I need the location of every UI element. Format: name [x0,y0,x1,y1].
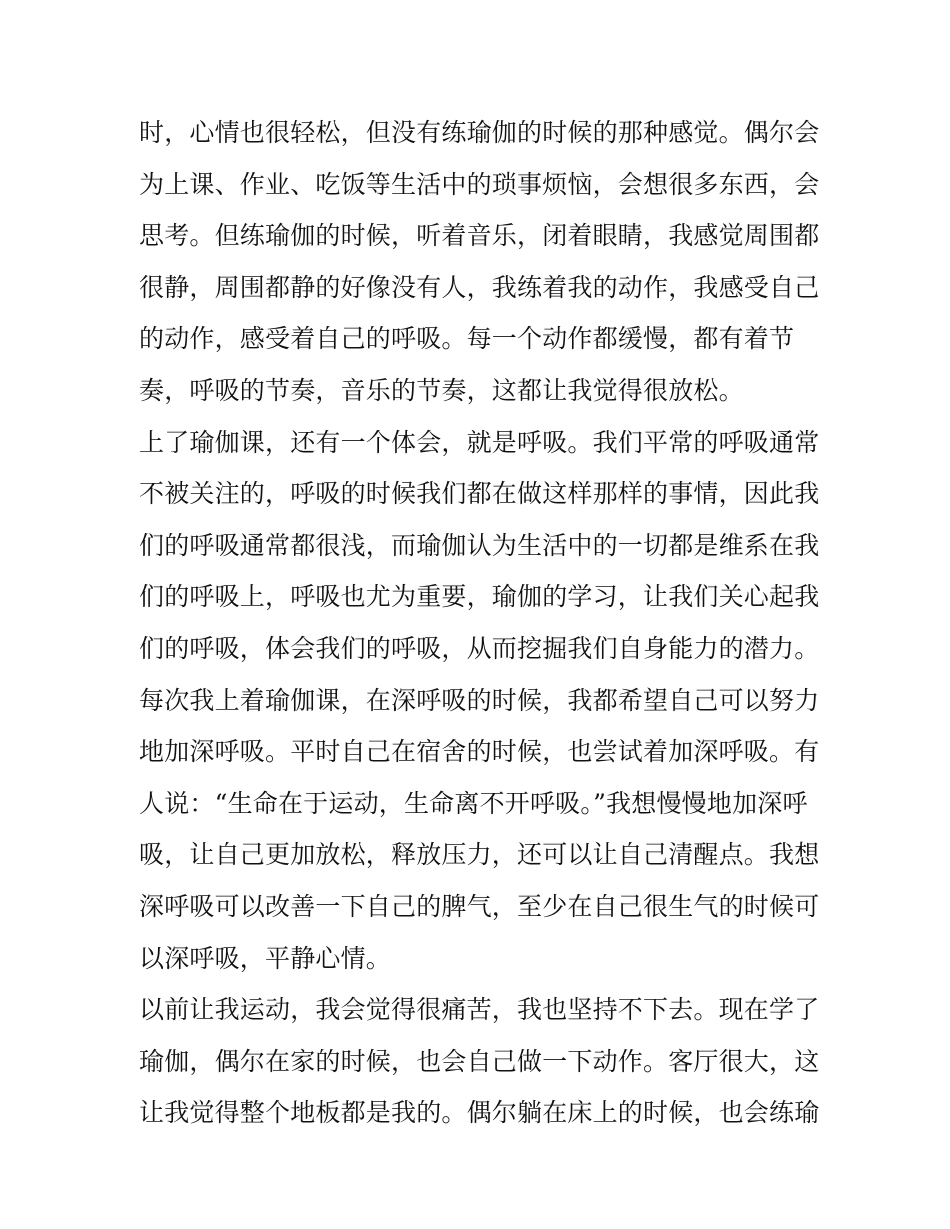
text-line: 很静，周围都静的好像没有人，我练着我的动作，我感受自己 [139,272,819,302]
text-line: 们的呼吸上，呼吸也尤为重要，瑜伽的学习，让我们关心起我 [139,582,819,612]
text-line: 让我觉得整个地板都是我的。偶尔躺在床上的时候，也会练瑜 [139,1098,819,1128]
text-line: 上了瑜伽课，还有一个体会，就是呼吸。我们平常的呼吸通常 [139,427,819,457]
text-line: 不被关注的，呼吸的时候我们都在做这样那样的事情，因此我 [139,479,819,509]
text-line: 时，心情也很轻松，但没有练瑜伽的时候的那种感觉。偶尔会 [139,118,819,147]
text-line: 们的呼吸通常都很浅，而瑜伽认为生活中的一切都是维系在我 [139,530,819,560]
text-line: 思考。但练瑜伽的时候，听着音乐，闭着眼睛，我感觉周围都 [139,221,819,251]
body-text [139,107,819,1139]
text-line: 的动作，感受着自己的呼吸。每一个动作都缓慢，都有着节 [139,324,795,354]
text-line: 吸，让自己更加放松，释放压力，还可以让自己清醒点。我想 [139,840,819,870]
text-line: 以前让我运动，我会觉得很痛苦，我也坚持不下去。现在学了 [139,995,819,1025]
text-line: 人说：“生命在于运动，生命离不开呼吸。”我想慢慢地加深呼 [139,788,808,818]
text-line: 深呼吸可以改善一下自己的脾气，至少在自己很生气的时候可 [139,891,819,921]
text-line: 瑜伽，偶尔在家的时候，也会自己做一下动作。客厅很大，这 [139,1046,819,1076]
text-line: 每次我上着瑜伽课，在深呼吸的时候，我都希望自己可以努力 [139,685,819,715]
text-line: 以深呼吸，平静心情。 [139,943,392,973]
text-line: 们的呼吸，体会我们的呼吸，从而挖掘我们自身能力的潜力。 [139,633,819,663]
text-line: 为上课、作业、吃饭等生活中的琐事烦恼，会想很多东西，会 [139,169,819,199]
text-line: 地加深呼吸。平时自己在宿舍的时候，也尝试着加深呼吸。有 [139,737,819,767]
text-line: 奏，呼吸的节奏，音乐的节奏，这都让我觉得很放松。 [139,375,744,405]
